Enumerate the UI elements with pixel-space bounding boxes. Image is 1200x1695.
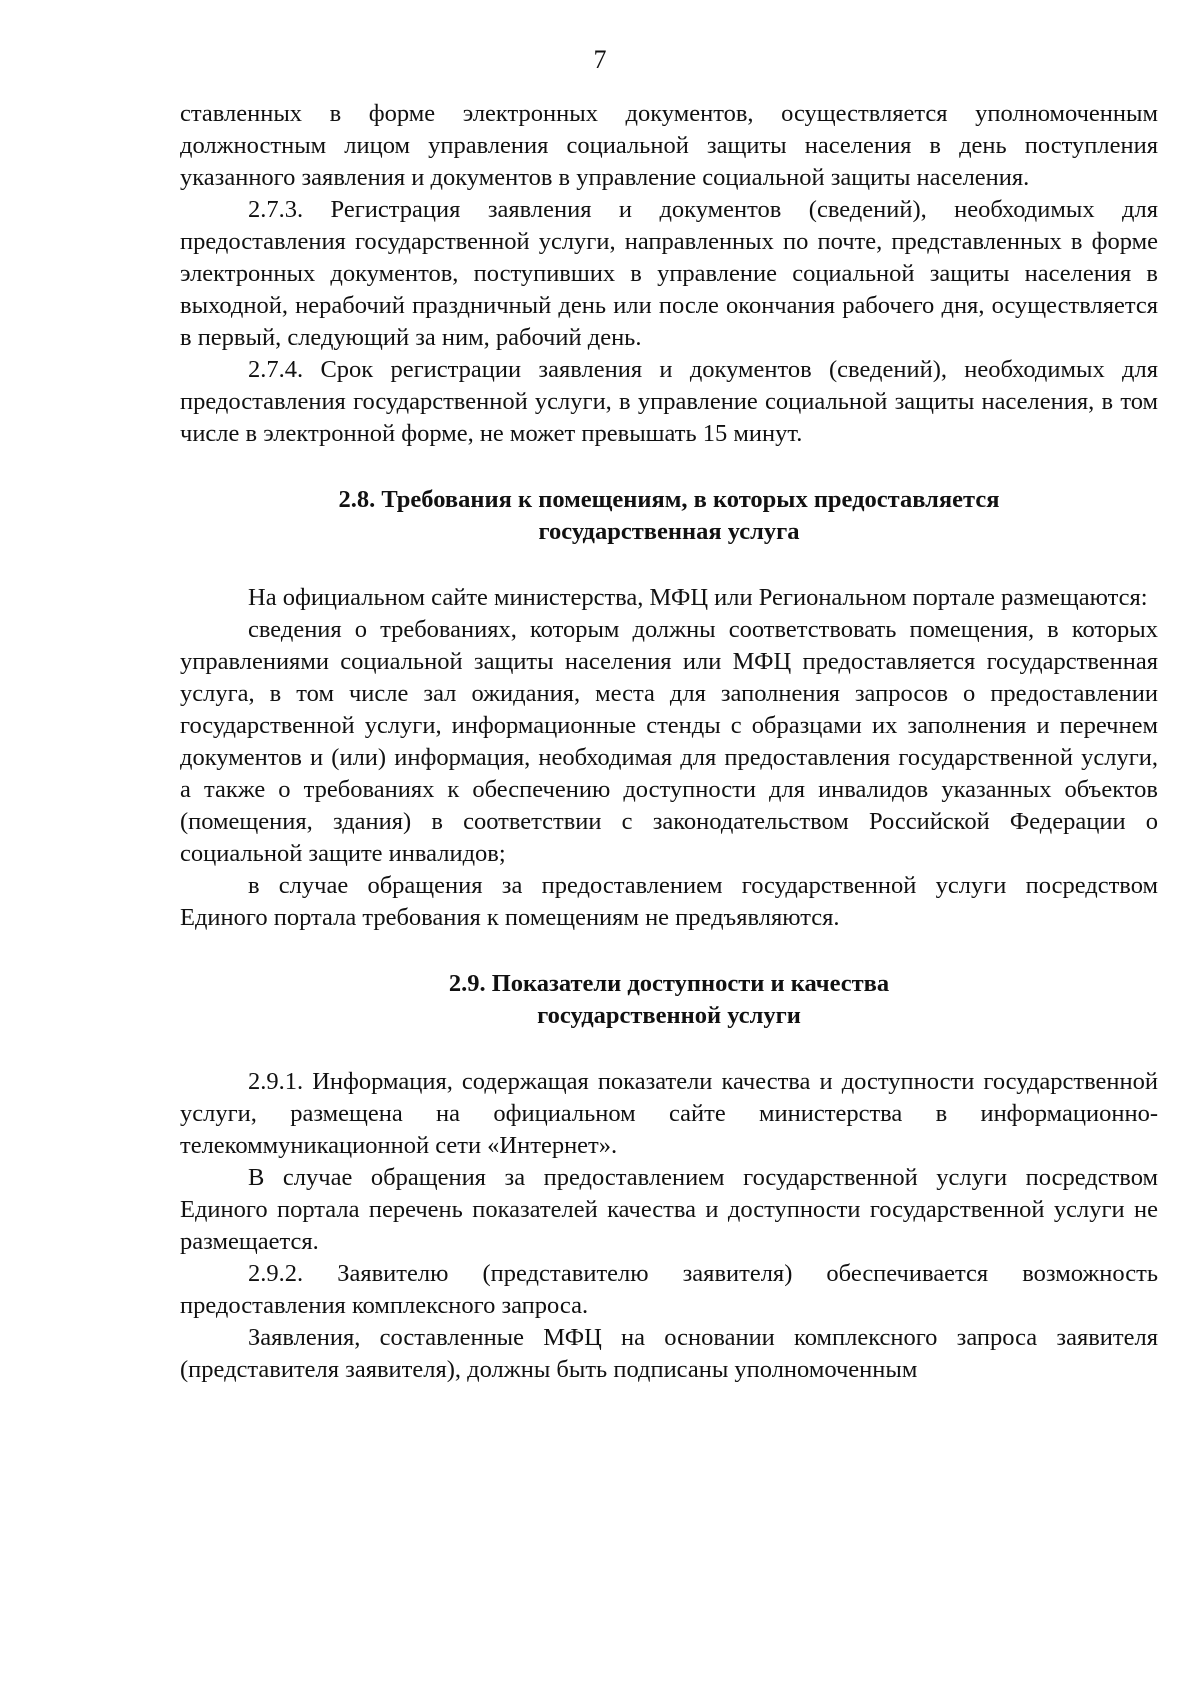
section-2-8-heading-line2: государственная услуга (538, 518, 800, 545)
page-number: 7 (593, 45, 607, 74)
paragraph-2-7-4: 2.7.4. Срок регистрации заявления и документов (сведений), необходимых для предоставления государственной услуги, в управление социальной защиты населения, в том числе в электронной форме, не может превышать 15 минут. (180, 356, 1158, 447)
paragraph-continuation: ставленных в форме электронных документов, осуществляется уполномоченным должностным лицом управления социальной защиты населения в день поступления указанного заявления и документов в управление социальной защиты населения. (180, 100, 1158, 191)
paragraph-2-9-2: 2.9.2. Заявителю (представителю заявителя) обеспечивается возможность предоставления комплексного запроса. (180, 1260, 1158, 1319)
paragraph-2-8-requirements: сведения о требованиях, которым должны соответствовать помещения, в которых управлениями социальной защиты населения или МФЦ предоставляется государственная услуга, в том числе зал ожидания, места для заполнения запросов о предоставлении государственной услуги, информационные стенды с образцами их заполнения и перечнем документов и (или) информация, необходимая для предоставления государственной услуги, а также о требованиях к обеспечению доступности для инвалидов указанных объектов (помещения, здания) в соответствии с законодательством Российской Федерации о социальной защите инвалидов; (180, 616, 1158, 867)
paragraph-2-7-3: 2.7.3. Регистрация заявления и документов (сведений), необходимых для предоставления государственной услуги, направленных по почте, представленных в форме электронных документов, поступивших в управление социальной защиты населения в выходной, нерабочий праздничный день или после окончания рабочего дня, осуществляется в первый, следующий за ним, рабочий день. (180, 196, 1158, 351)
document-body (180, 98, 1158, 1386)
section-2-8-heading (180, 484, 1158, 548)
paragraph-2-9-portal: В случае обращения за предоставлением государственной услуги посредством Единого портала перечень показателей качества и доступности государственной услуги не размещается. (180, 1164, 1158, 1255)
paragraph-2-8-intro: На официальном сайте министерства, МФЦ или Региональном портале размещаются: (248, 584, 1148, 611)
section-2-9-heading-line1: 2.9. Показатели доступности и качества (448, 970, 890, 997)
paragraph-2-9-1: 2.9.1. Информация, содержащая показатели качества и доступности государственной услуги, размещена на официальном сайте министерства в информационно-телекоммуникационной сети «Интернет». (180, 1068, 1158, 1159)
paragraph-2-8-portal: в случае обращения за предоставлением государственной услуги посредством Единого портала требования к помещениям не предъявляются. (180, 872, 1158, 931)
section-2-9-heading-line2: государственной услуги (537, 1002, 801, 1029)
section-2-8-heading-line1: 2.8. Требования к помещениям, в которых предоставляется (338, 486, 1000, 513)
paragraph-2-9-applications: Заявления, составленные МФЦ на основании комплексного запроса заявителя (представителя заявителя), должны быть подписаны уполномоченным (180, 1324, 1158, 1383)
section-2-9-heading (180, 968, 1158, 1032)
